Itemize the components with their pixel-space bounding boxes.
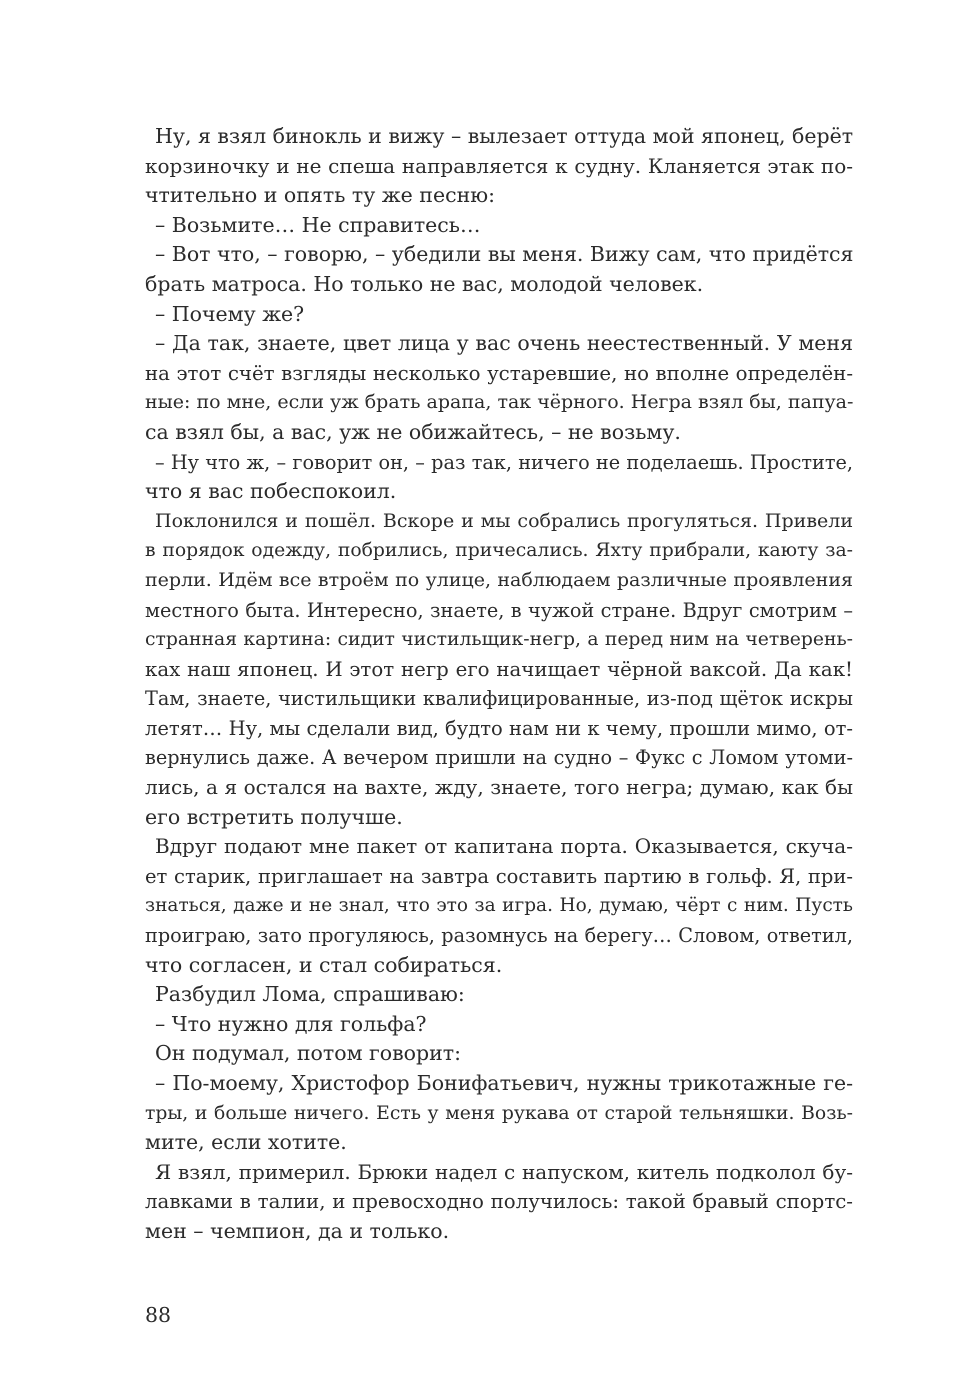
text-line: – По-моему, Христофор Бонифатьевич, нужны трикотажные ге- <box>155 1071 853 1095</box>
text-line: – Да так, знаете, цвет лица у вас очень неестественный. У меня <box>155 331 853 356</box>
text-line: местного быта. Интересно, знаете, в чужой стране. Вдруг смотрим – <box>145 598 853 622</box>
text-line: – Ну что ж, – говорит он, – раз так, ничего не поделаешь. Простите, <box>155 450 853 474</box>
text-line: корзиночку и не спеша направляется к судну. Кланяется этак по- <box>145 153 853 178</box>
text-line: Он подумал, потом говорит: <box>155 1041 462 1066</box>
text-line: ные: по мне, если уж брать арапа, так чёрного. Негра взял бы, папуа- <box>145 391 854 414</box>
text-line: Вдруг подают мне пакет от капитана порта. Оказывается, скуча- <box>155 834 853 859</box>
body-text <box>145 122 853 1247</box>
text-line: мите, если хотите. <box>145 1130 347 1155</box>
text-line: мен – чемпион, да и только. <box>145 1218 450 1243</box>
text-line: брать матроса. Но только не вас, молодой человек. <box>145 271 704 296</box>
text-line: летят… Ну, мы сделали вид, будто нам ни к чему, прошли мимо, от- <box>145 716 853 740</box>
text-line: проиграю, зато прогуляюсь, разомнусь на берегу… Словом, ответил, <box>145 924 853 948</box>
text-line: что согласен, и стал собираться. <box>145 952 503 977</box>
text-line: странная картина: сидит чистильщик-негр, а перед ним на четверень- <box>145 629 853 651</box>
text-line: в порядок одежду, побрились, причесались. Яхту прибрали, каюту за- <box>145 540 853 562</box>
text-line: на этот счёт взгляды несколько устаревшие, но вполне определён- <box>145 361 853 385</box>
text-line: перли. Идём все втроём по улице, наблюдаем различные проявления <box>145 568 853 591</box>
text-line: его встретить получше. <box>145 804 403 829</box>
text-line: Я взял, примерил. Брюки надел с напуском, китель подколол бу- <box>155 1159 853 1184</box>
text-line: ет старик, приглашает на завтра составить партию в гольф. Я, при- <box>145 864 853 888</box>
text-line: тры, и больше ничего. Есть у меня рукава от старой тельняшки. Возь- <box>145 1102 853 1124</box>
text-line: ках наш японец. И этот негр его начищает чёрной ваксой. Да как! <box>145 657 853 681</box>
text-line: – Возьмите… Не справитесь… <box>155 212 481 237</box>
text-line: са взял бы, а вас, уж не обижайтесь, – не возьму. <box>145 419 681 444</box>
text-line: – Почему же? <box>155 301 305 326</box>
text-line: – Что нужно для гольфа? <box>155 1011 427 1036</box>
text-line: Ну, я взял бинокль и вижу – вылезает оттуда мой японец, берёт <box>155 124 854 148</box>
text-line: что я вас побеспокоил. <box>145 479 397 504</box>
page-number: 88 <box>145 1303 172 1327</box>
text-line: знаться, даже и не знал, что это за игра. Но, думаю, чёрт с ним. Пусть <box>145 895 853 917</box>
text-line: – Вот что, – говорю, – убедили вы меня. Вижу сам, что придётся <box>155 242 854 267</box>
text-line: Разбудил Лома, спрашиваю: <box>155 982 465 1007</box>
text-line: лавками в талии, и превосходно получилось: такой бравый спортс- <box>145 1190 853 1214</box>
text-line: Там, знаете, чистильщики квалифицированные, из-под щёток искры <box>145 687 853 711</box>
text-line: чтительно и опять ту же песню: <box>145 183 495 208</box>
text-line: вернулись даже. А вечером пришли на судно – Фукс с Ломом утоми- <box>145 746 853 770</box>
text-line: Поклонился и пошёл. Вскоре и мы собрались прогуляться. Привели <box>155 509 853 532</box>
text-line: лись, а я остался на вахте, жду, знаете, того негра; думаю, как бы <box>145 775 853 800</box>
